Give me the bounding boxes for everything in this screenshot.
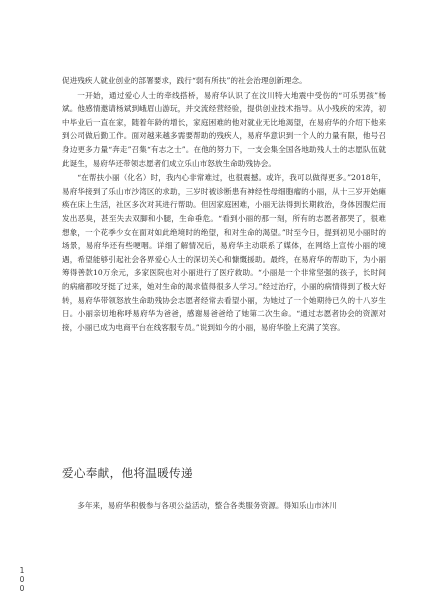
section-heading: 爱心奉献，他将温暖传递 bbox=[62, 466, 193, 480]
page-number-digit: 1 bbox=[19, 566, 25, 575]
paragraph-continuation: 促进残疾人就业创业的部署要求，践行“弱有所扶”的社会治理创新理念。 bbox=[62, 76, 307, 85]
paragraph-xiaoli-story: “在帮扶小丽（化名）时，我内心非常难过，也很震撼。或许，我可以做得更多。”2018年，易府华接到了乐山市沙湾区的求助，三岁时被诊断患有神经性母细胞瘤的小丽，从十三岁开始瘫痪在床上生活，社区多次对其进行帮助。但因家庭困难，小丽无法得到长期救治，身体因腹烂而发出恶臭，甚至失去双脚和小腿，生命垂危。“看到小丽的那一刻，所有的志愿者都哭了，很难想象，一个花季少女在面对如此绝境时的绝望，和对生命的渴望。”时至今日，提到初见小丽时的场景，易府华还有些哽咽。详细了解情况后，易府华主动联系了媒体，在网络上宣传小丽的境遇，希望能够引起社会各界爱心人士的深切关心和慷慨援助。最终，在易府华的帮助下，为小丽筹得善款10万余元，多家医院也对小丽进行了医疗救助。“小丽是一个非常坚强的孩子，长时间的病痛都咬牙挺了过来，她对生命的渴求值得很多人学习。”经过治疗，小丽的病情得到了极大好转，易府华带领怒放生命助残协会志愿者经常去看望小丽，为她过了一个她期待已久的十八岁生日。小丽亲切地称呼易府华为爸爸，感谢易爸爸给了她第二次生命。“通过志愿者协会的资源对接，小丽已成为电商平台在线客服专员。”说到如今的小丽，易府华脸上充满了笑容。 bbox=[62, 173, 386, 332]
page-number bbox=[17, 566, 27, 593]
paragraph-helping-disabled: 一开始，通过爱心人士的牵线搭桥，易府华认识了在汶川特大地震中受伤的“可乐男孩”杨斌。他感情邀请杨斌到峨眉山游玩，并交流经营经验，提供创业技术指导。从小残疾的宋涛，初中毕业后一直在家，随着年龄的增长，家庭困难的他对就业无比地渴望，在易府华的介绍下他来到公司做后勤工作。面对越来越多需要帮助的残疾人，易府华意识到一个人的力量有限，他号召身边更多力量“奔走”召集“有志之士”。在他的努力下，一支会集全国各地助残人士的志愿队伍就此诞生，易府华还带领志愿者们成立乐山市怒放生命助残协会。 bbox=[62, 90, 386, 168]
page-number-digit: 0 bbox=[19, 584, 25, 593]
body-text bbox=[62, 74, 386, 334]
section-paragraph: 多年来，易府华积极参与各项公益活动，整合各类服务资源。得知乐山市沐川 bbox=[77, 501, 338, 510]
section-body bbox=[62, 499, 386, 513]
page-number-digit: 0 bbox=[19, 575, 25, 584]
